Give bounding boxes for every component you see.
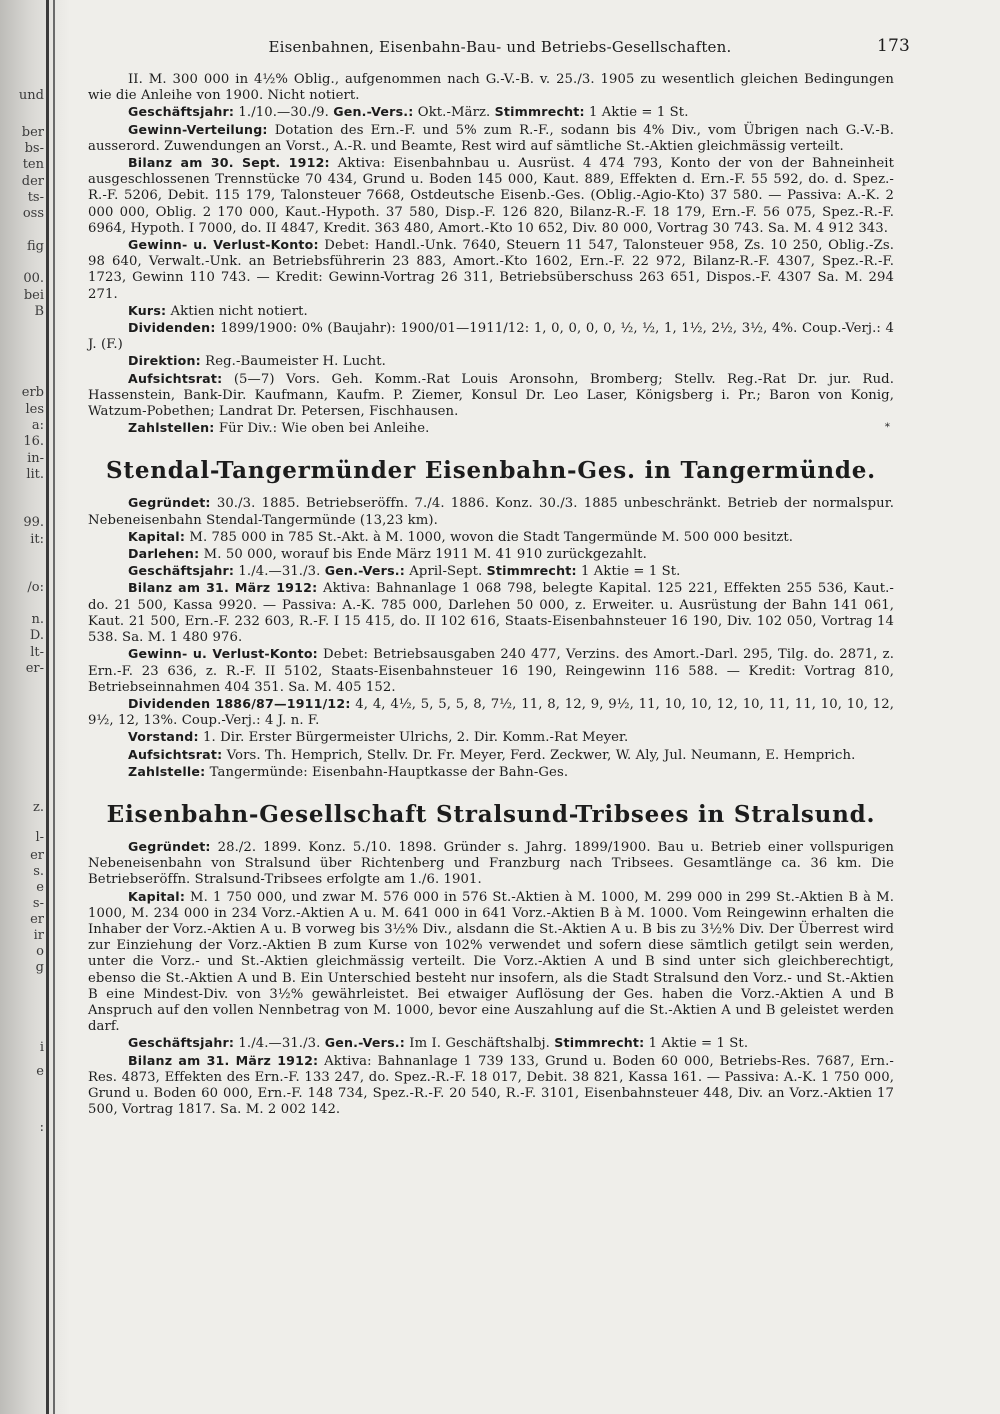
company-heading: Stendal-Tangermünder Eisenbahn-Ges. in Tangermünde. xyxy=(106,457,876,485)
entry-paragraph xyxy=(88,353,894,370)
margin-fragment: ir xyxy=(33,928,44,943)
margin-fragment: g xyxy=(35,960,44,975)
margin-fragment: ts- xyxy=(27,190,44,205)
entry-paragraph xyxy=(88,729,894,746)
page-number: 173 xyxy=(876,36,910,56)
field-label: Vorstand: xyxy=(128,729,199,745)
field-label: Gegründet: xyxy=(128,838,211,854)
field-label: Kurs: xyxy=(128,302,167,318)
field-label: Dividenden: xyxy=(128,320,216,336)
margin-fragment: bs- xyxy=(24,141,44,156)
margin-fragment: D. xyxy=(29,628,44,643)
field-value: Tangermünde: Eisenbahn-Hauptkasse der Bahn-Ges. xyxy=(205,764,569,780)
field-label: Gen.-Vers.: xyxy=(324,1035,405,1051)
entry-paragraph xyxy=(88,122,894,155)
field-value: 28./2. 1899. Konz. 5./10. 1898. Gründer s. Jahrg. 1899/1900. Bau u. Betrieb einer vollspurigen Nebeneisenbahn von Stralsund über Richtenberg und Franzburg nach Tribsees. Gesamtlänge ca. 36 km. Die Betriebseröffn. Stralsund-Tribsees erfolgte am 1./6. 1901. xyxy=(88,839,894,888)
margin-fragment: 00. xyxy=(23,271,44,286)
field-value: Aktiva: Bahnanlage 1 068 798, belegte Kapital. 125 221, Effekten 255 536, Kaut.- do. 21 500, Kassa 9920. — Passiva: A.-K. 785 000, Darlehen 50 000, z. Erweiter. u. Ausrüstung der Bahn 141 061, Kaut. 21 500, Ern.-F. 232 603, R.-F. I 15 415, do. II 102 616, Staats-Eisenbahnsteuer 16 190, Div. 102 050, Vortrag 14 538. Sa. M. 1 480 976. xyxy=(88,581,894,646)
margin-fragment: in- xyxy=(27,451,44,466)
entry-paragraph xyxy=(88,563,894,580)
entry-paragraph xyxy=(88,747,894,764)
field-label: Stimmrecht: xyxy=(554,1035,645,1051)
field-value: 1./4.—31./3. xyxy=(234,564,325,580)
field-label: Stimmrecht: xyxy=(494,104,585,120)
field-label: Geschäftsjahr: xyxy=(128,104,235,120)
field-label: Gegründet: xyxy=(128,495,211,511)
margin-fragment: oss xyxy=(22,206,44,221)
margin-fragment: /o: xyxy=(27,580,44,595)
field-label: Dividenden 1886/87—1911/12: xyxy=(128,695,351,711)
margin-fragment: 99. xyxy=(23,515,44,530)
entry-paragraph xyxy=(88,371,894,421)
field-label: Zahlstelle: xyxy=(128,763,206,779)
entry-paragraph xyxy=(88,646,894,696)
entry-paragraph xyxy=(88,320,894,353)
margin-fragment: les xyxy=(25,402,44,417)
margin-fragment: lit. xyxy=(26,467,44,482)
entry-paragraph xyxy=(88,580,894,646)
field-label: Kapital: xyxy=(128,888,186,904)
margin-fragment: n. xyxy=(31,612,44,627)
field-label: Aufsichtsrat: xyxy=(128,370,223,386)
field-value: M. 1 750 000, und zwar M. 576 000 in 576 St.-Aktien à M. 1000, M. 299 000 in 299 St.-Aktien B à M. 1000, M. 234 000 in 234 Vorz.-Aktien A u. M. 641 000 in 641 Vorz.-Aktien B à M. 1000. Vom Reingewinn erhalten die Inhaber der Vorz.-Aktien A u. B vorweg bis 3½% Div., alsdann die St.-Aktien A u. B bis zu 3½% Div. Der Überrest wird zur Einziehung der Vorz.-Aktien B zum Kurse von 102% verwendet und sofern diese sämtlich getilgt sein werden, unter die Vorz.- und St.-Aktien gleichmässig verteilt. Die Vorz.-Aktien A und B sind unter sich gleichberechtigt, ebenso die St.-Aktien A und B. Ein Unterschied besteht nur insofern, als die Stadt Stralsund den Vorz.- und St.-Aktien B eine Mindest-Div. von 3½% gewährleistet. Bei etwaiger Auflösung der Ges. haben die Vorz.-Aktien A und B Anspruch auf den vollen Nennbetrag von M. 1000, bevor eine Auszahlung auf die St.-Aktien A und B geleistet werden darf. xyxy=(88,889,894,1035)
field-label: Geschäftsjahr: xyxy=(128,563,235,579)
field-value: April-Sept. xyxy=(404,564,487,580)
field-label: Darlehen: xyxy=(128,546,200,562)
margin-fragment: und xyxy=(18,88,44,103)
margin-fragment: l- xyxy=(35,830,44,845)
entry-paragraph xyxy=(88,420,894,437)
entry-paragraph xyxy=(88,1053,894,1119)
field-value: Debet: Handl.-Unk. 7640, Steuern 11 547, Talonsteuer 958, Zs. 10 250, Oblig.-Zs. 98 640, Verwalt.-Unk. an Betriebsführerin 23 883, Amort.-Kto 1602, Ern.-F. 22 972, Bilanz-R.-F. 4307, Spez.-R.-F. 1723, Gewinn 110 743. — Kredit: Gewinn-Vortrag 26 311, Betriebsüberschuss 263 651, Dispos.-F. 4307 Sa. M. 294 271. xyxy=(88,238,894,302)
entry-paragraph xyxy=(88,839,894,889)
margin-fragment: : xyxy=(39,1120,44,1135)
entry-paragraph xyxy=(88,104,894,121)
field-value: M. 785 000 in 785 St.-Akt. à M. 1000, wovon die Stadt Tangermünde M. 500 000 besitzt. xyxy=(185,529,794,545)
margin-fragment: der xyxy=(21,174,44,189)
margin-fragment: a: xyxy=(31,418,44,433)
margin-fragment: er xyxy=(30,848,44,863)
field-label: Bilanz am 31. März 1912: xyxy=(128,580,318,596)
field-value: Vors. Th. Hemprich, Stellv. Dr. Fr. Meyer, Ferd. Zeckwer, W. Aly, Jul. Neumann, E. Hemprich. xyxy=(222,747,856,763)
company-heading: Eisenbahn-Gesellschaft Stralsund-Tribsees in Stralsund. xyxy=(106,800,876,828)
entry-paragraph xyxy=(88,889,894,1036)
field-label: Kapital: xyxy=(128,528,186,544)
field-label: Gewinn- u. Verlust-Konto: xyxy=(128,646,318,662)
margin-fragment: bei xyxy=(23,288,44,303)
margin-fragment: er- xyxy=(25,661,44,676)
field-label: Stimmrecht: xyxy=(486,563,577,579)
field-value: 1 Aktie = 1 St. xyxy=(644,1036,749,1052)
paragraph-text: II. M. 300 000 in 4½% Oblig., aufgenommen nach G.-V.-B. v. 25./3. 1905 zu wesentlich gleichen Bedingungen wie die Anleihe von 1900. Nicht notiert. xyxy=(88,72,894,104)
field-value: 1899/1900: 0% (Baujahr): 1900/01—1911/12: 1, 0, 0, 0, 0, ½, ½, 1, 1½, 2½, 3½, 4%. Coup.-Verj.: 4 J. (F.) xyxy=(88,321,894,353)
field-label: Bilanz am 30. Sept. 1912: xyxy=(128,155,330,171)
field-value: Debet: Betriebsausgaben 240 477, Verzins. des Amort.-Darl. 295, Tilg. do. 2871, z. Ern.-F. 23 636, z. R.-F. II 5102, Staats-Eisenbahnsteuer 16 190, Reingewinn 116 588. — Kredit: Vortrag 810, Betriebseinnahmen 404 351. Sa. M. 405 152. xyxy=(88,647,894,695)
footnote-star: * xyxy=(884,422,890,434)
field-label: Gen.-Vers.: xyxy=(324,563,405,579)
margin-fragment: i xyxy=(39,1040,44,1055)
running-title: Eisenbahnen, Eisenbahn-Bau- und Betriebs-Gesellschaften. xyxy=(268,38,732,56)
field-label: Geschäftsjahr: xyxy=(128,1035,235,1051)
margin-fragment: fig xyxy=(27,239,44,254)
field-value: Dotation des Ern.-F. und 5% zum R.-F., sodann bis 4% Div., vom Übrigen nach G.-V.-B. ausserord. Zuwendungen an Vorst., A.-R. und Beamte, Rest wird auf sämtliche St.-Aktien gleichmässig verteilt. xyxy=(88,122,894,154)
entry-paragraph xyxy=(88,72,894,104)
field-label: Bilanz am 31. März 1912: xyxy=(128,1052,319,1068)
margin-fragment: z. xyxy=(33,800,44,815)
entry-paragraph xyxy=(88,764,894,781)
field-value: Reg.-Baumeister H. Lucht. xyxy=(200,354,386,370)
entry-paragraph xyxy=(88,696,894,729)
field-value: M. 50 000, worauf bis Ende März 1911 M. 41 910 zurückgezahlt. xyxy=(199,547,647,563)
margin-fragment: ten xyxy=(22,157,44,172)
field-value: 1 Aktie = 1 St. xyxy=(576,564,681,580)
entry-paragraph xyxy=(88,155,894,237)
margin-fragment: e xyxy=(36,1064,44,1079)
entry-paragraph xyxy=(88,237,894,303)
entry-paragraph xyxy=(88,529,894,546)
field-label: Gewinn-Verteilung: xyxy=(128,121,268,137)
running-head xyxy=(90,38,910,62)
page-body xyxy=(88,72,894,1118)
field-value: 1 Aktie = 1 St. xyxy=(584,105,689,121)
field-value: 4, 4, 4½, 5, 5, 5, 8, 7½, 11, 8, 12, 9, 9½, 11, 10, 10, 12, 10, 11, 11, 10, 10, 12, 9½, 12, 13%. Coup.-Verj.: 4 J. n. F. xyxy=(88,696,895,729)
field-value: Aktiva: Bahnanlage 1 739 133, Grund u. Boden 60 000, Betriebs-Res. 7687, Ern.-Res. 4873, Effekten des Ern.-F. 133 247, do. Spez.-R.-F. 18 017, Debit. 38 821, Kassa 161. — Passiva: A.-K. 1 750 000, Grund u. Boden 60 000, Ern.-F. 148 734, Spez.-R.-F. 20 540, R.-F. 3101, Eisenbahnsteuer 448, Div. an Vorz.-Aktien 17 500, Vortrag 1817. Sa. M. 2 002 142. xyxy=(88,1053,894,1118)
entry-paragraph xyxy=(88,495,894,528)
field-value: Okt.-März. xyxy=(413,105,495,121)
margin-fragment: s. xyxy=(33,864,44,879)
margin-fragment: B xyxy=(34,304,44,319)
margin-fragment: o xyxy=(36,944,44,959)
field-value: (5—7) Vors. Geh. Komm.-Rat Louis Aronsohn, Bromberg; Stellv. Reg.-Rat Dr. jur. Rud. Hassenstein, Bank-Dir. Kaufmann, Kaufm. P. Ziemer, Konsul Dr. Leo Laser, Königsberg i. Pr.; Baron von Konig, Watzum-Pobethen; Landrat Dr. Petersen, Fischhausen. xyxy=(88,371,894,420)
margin-fragment: er xyxy=(30,912,44,927)
entry-paragraph xyxy=(88,1035,894,1052)
entry-paragraph xyxy=(88,546,894,563)
margin-fragment: 16. xyxy=(23,434,44,449)
margin-fragment: e xyxy=(36,880,44,895)
binding-edge-line xyxy=(46,0,49,1414)
field-value: Aktien nicht notiert. xyxy=(166,303,308,319)
field-value: 30./3. 1885. Betriebseröffn. 7./4. 1886. Konz. 30./3. 1885 unbeschränkt. Betrieb der normalspur. Nebeneisenbahn Stendal-Tangermünde (13,23 km). xyxy=(88,496,894,528)
field-value: 1./10.—30./9. xyxy=(234,105,334,121)
field-value: 1. Dir. Erster Bürgermeister Ulrichs, 2. Dir. Komm.-Rat Meyer. xyxy=(198,730,629,746)
margin-fragment: ber xyxy=(21,125,44,140)
margin-fragment: lt- xyxy=(30,645,44,660)
margin-fragment: s- xyxy=(32,896,44,911)
margin-fragment: erb xyxy=(21,385,44,400)
field-label: Zahlstellen: xyxy=(128,420,215,436)
field-label: Direktion: xyxy=(128,353,201,369)
margin-fragment: it: xyxy=(30,532,44,547)
field-value: Im I. Geschäftshalbj. xyxy=(404,1036,555,1052)
field-label: Aufsichtsrat: xyxy=(128,746,223,762)
field-value: Aktiva: Eisenbahnbau u. Ausrüst. 4 474 793, Konto der von der Bahneinheit ausgeschlossenen Trennstücke 70 434, Grund u. Boden 145 000, Kaut. 889, Effekten d. Ern.-F. 55 592, do. d. Spez.-R.-F. 5206, Debit. 115 179, Talonsteuer 7668, Ostdeutsche Eisenb.-Ges. (Oblig.-Agio-Kto) 37 580. — Passiva: A.-K. 2 000 000, Oblig. 2 170 000, Kaut.-Hypoth. 37 580, Disp.-F. 126 820, Bilanz-R.-F. 18 179, Ern.-F. 56 075, Spez.-R.-F. 6964, Hypoth. I 7000, do. II 4847, Kredit. 363 480, Amort.-Kto 10 652, Div. 80 000, Vortrag 30 743. Sa. M. 4 912 343. xyxy=(88,156,895,236)
entry-paragraph xyxy=(88,303,894,320)
field-label: Gen.-Vers.: xyxy=(333,104,414,120)
field-value: Für Div.: Wie oben bei Anleihe. xyxy=(214,421,430,437)
binding-edge-line-inner xyxy=(53,0,55,1414)
field-value: 1./4.—31./3. xyxy=(234,1036,325,1052)
field-label: Gewinn- u. Verlust-Konto: xyxy=(128,237,319,253)
